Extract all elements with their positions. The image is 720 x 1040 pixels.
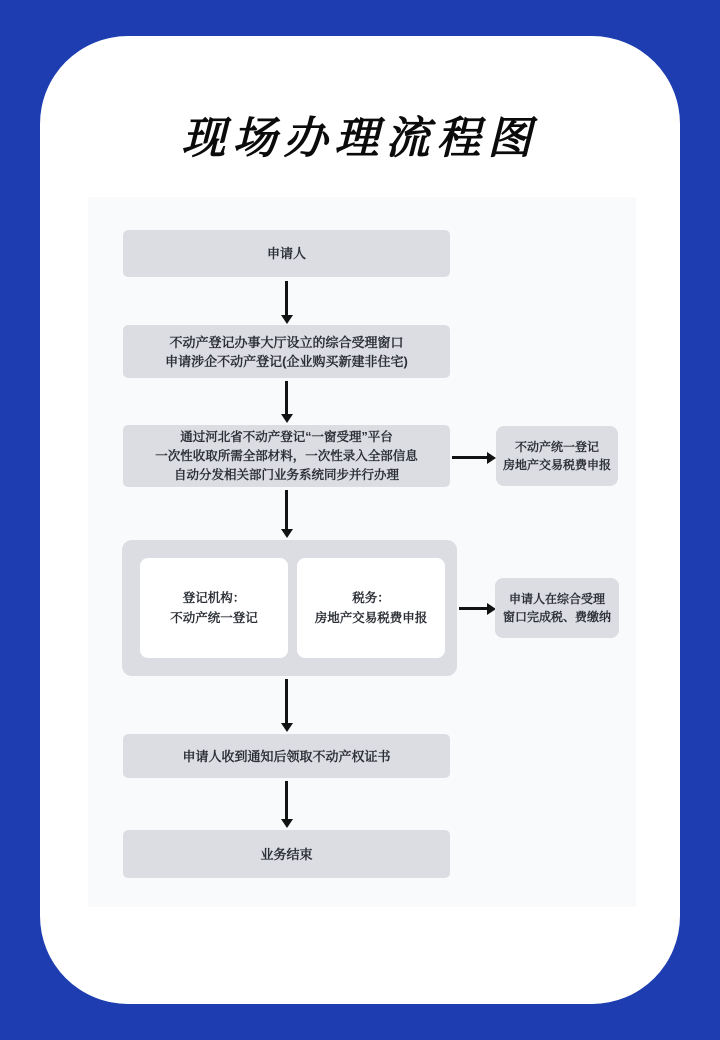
side-declare-line2: 房地产交易税费申报 — [502, 458, 611, 472]
flow-step-end — [123, 830, 450, 878]
arrow-shaft — [459, 607, 487, 610]
arrow-head — [281, 315, 293, 324]
down-arrow-icon — [280, 281, 293, 324]
right-arrow-icon — [459, 602, 496, 615]
registry-line1: 登记机构： — [182, 591, 246, 605]
arrow-shaft — [285, 381, 288, 414]
arrow-shaft — [285, 281, 288, 315]
tax-line1: 税务： — [352, 591, 390, 605]
down-arrow-icon — [280, 781, 293, 828]
flow-step-applicant-label: 申请人 — [266, 246, 306, 261]
registry-line2: 不动产统一登记 — [170, 611, 258, 625]
flow-step-certificate-label: 申请人收到通知后领取不动产权证书 — [182, 748, 391, 764]
side-pay-line2: 窗口完成税、费缴纳 — [502, 610, 611, 624]
parallel-tax-box — [297, 558, 445, 658]
side-box-tax-declare — [496, 426, 618, 486]
side-box-fee-payment — [495, 578, 619, 638]
down-arrow-icon — [280, 381, 293, 423]
flow-step-service-window — [123, 325, 450, 378]
platform-line2: 一次性收取所需全部材料，一次性录入全部信息 — [155, 448, 418, 463]
arrow-head — [487, 452, 496, 464]
platform-line1: 通过河北省不动产登记“一窗受理”平台 — [180, 429, 393, 444]
arrow-shaft — [285, 781, 288, 819]
side-pay-line1: 申请人在综合受理 — [508, 592, 605, 606]
platform-line3: 自动分发相关部门业务系统同步并行办理 — [173, 467, 399, 482]
parallel-registry-box — [140, 558, 288, 658]
arrow-shaft — [285, 490, 288, 529]
tax-line2: 房地产交易税费申报 — [314, 611, 428, 625]
flow-step-end-label: 业务结束 — [260, 846, 313, 862]
service-window-line1: 不动产登记办事大厅设立的综合受理窗口 — [169, 334, 404, 350]
down-arrow-icon — [280, 490, 293, 538]
service-window-line2: 申请涉企不动产登记(企业购买新建非住宅) — [165, 353, 408, 369]
flow-step-platform — [123, 425, 450, 487]
arrow-shaft — [452, 456, 487, 459]
right-arrow-icon — [452, 451, 496, 464]
side-declare-line1: 不动产统一登记 — [514, 440, 599, 454]
arrow-head — [281, 414, 293, 423]
arrow-head — [281, 723, 293, 732]
arrow-shaft — [285, 679, 288, 723]
parallel-process-container — [122, 540, 457, 676]
flow-step-certificate — [123, 734, 450, 778]
page-title: 现场办理流程图 — [181, 113, 539, 164]
arrow-head — [281, 529, 293, 538]
arrow-head — [281, 819, 293, 828]
flow-step-applicant — [123, 230, 450, 277]
down-arrow-icon — [280, 679, 293, 732]
